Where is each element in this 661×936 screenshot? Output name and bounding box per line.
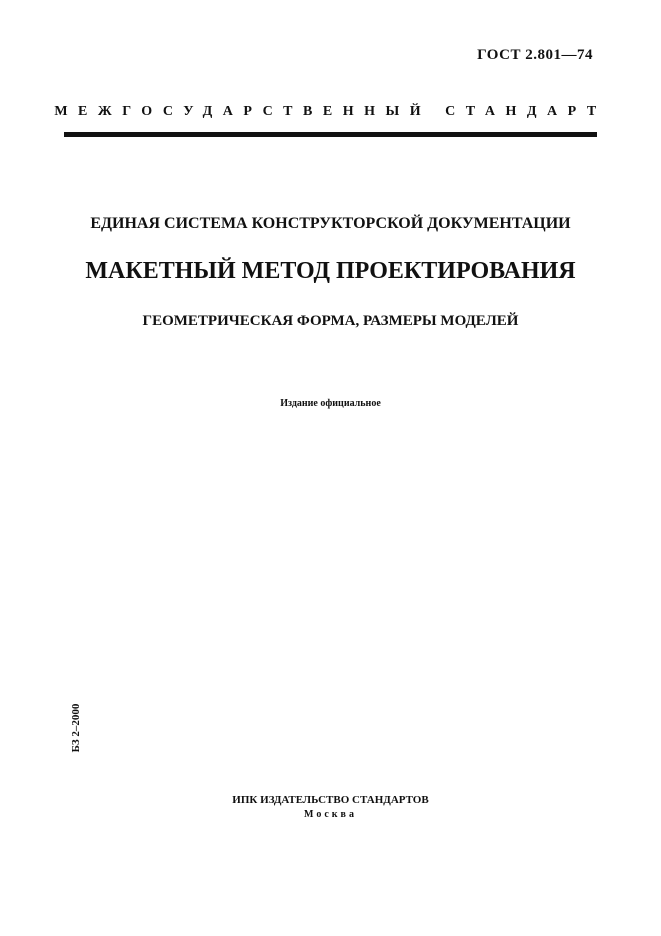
publisher-name: ИПК ИЗДАТЕЛЬСТВО СТАНДАРТОВ	[232, 794, 429, 806]
page-subtitle: ГЕОМЕТРИЧЕСКАЯ ФОРМА, РАЗМЕРЫ МОДЕЛЕЙ	[142, 313, 519, 329]
side-registration-code: БЗ 2–2000	[70, 703, 82, 753]
series-title: ЕДИНАЯ СИСТЕМА КОНСТРУКТОРСКОЙ ДОКУМЕНТАЦИИ	[90, 215, 571, 232]
publisher-city: Москва	[304, 809, 357, 820]
edition-note: Издание официальное	[280, 398, 381, 409]
page-title: МАКЕТНЫЙ МЕТОД ПРОЕКТИРОВАНИЯ	[85, 258, 576, 284]
header-divider	[64, 132, 597, 137]
standard-type-heading: МЕЖГОСУДАРСТВЕННЫЙ СТАНДАРТ	[54, 104, 607, 119]
document-code: ГОСТ 2.801—74	[477, 47, 593, 63]
